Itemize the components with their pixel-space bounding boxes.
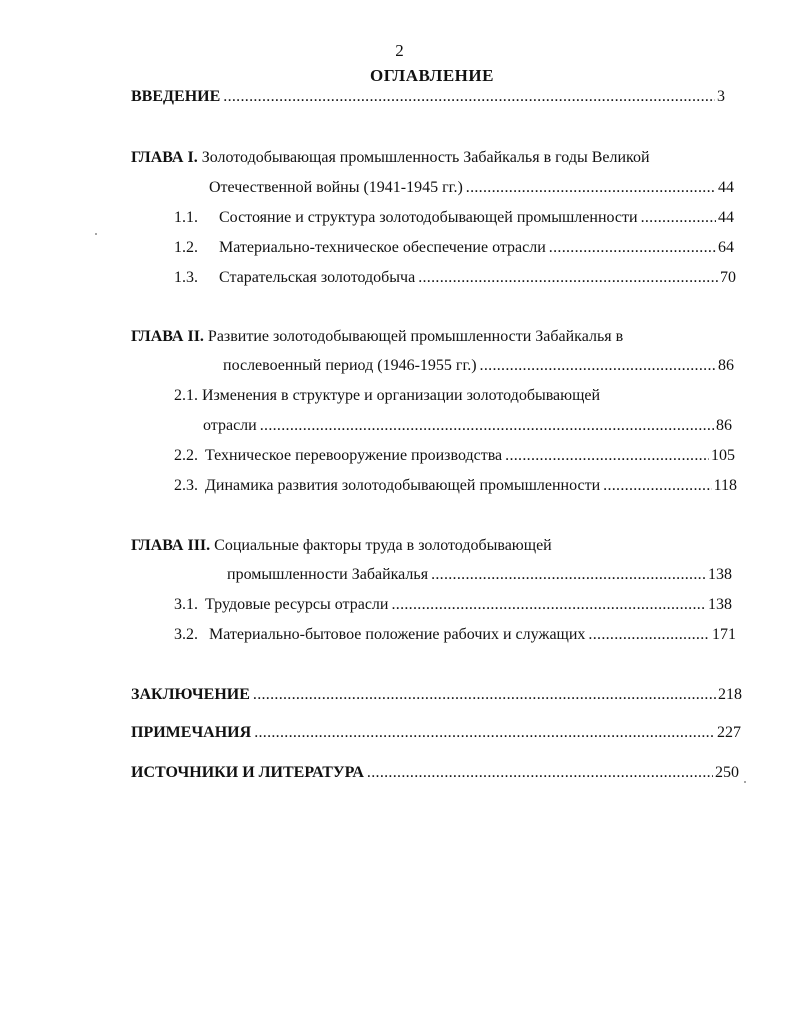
- section-number: 2.3. Динамика развития золотодобывающей промышленности: [174, 477, 601, 494]
- chapter-label: ГЛАВА I.: [131, 149, 198, 166]
- toc-title: ОГЛАВЛЕНИЕ: [370, 66, 494, 85]
- chapter-1-heading[interactable]: [131, 147, 650, 169]
- section-number: 1.1. Состояние и структура золотодобывающей промышленности: [174, 209, 638, 226]
- toc-entry-label: ВВЕДЕНИЕ: [131, 88, 221, 105]
- scan-speck: [95, 233, 97, 235]
- toc-entry-page: 250: [715, 764, 739, 781]
- toc-entry-intro[interactable]: [131, 86, 725, 108]
- chapter-title: Золотодобывающая промышленность Забайкалья в годы Великой: [201, 149, 650, 166]
- leader-dots: [418, 267, 718, 289]
- leader-dots: [254, 722, 715, 744]
- chapter-title: Социальные факторы труда в золотодобывающей: [214, 537, 552, 554]
- toc-entry-page: 86: [716, 417, 732, 434]
- toc-section-2-1-cont[interactable]: [203, 415, 732, 437]
- leader-dots: [223, 86, 715, 108]
- chapter-2-heading[interactable]: [131, 326, 623, 348]
- leader-dots: [367, 762, 713, 784]
- toc-section-3-2[interactable]: [174, 624, 736, 646]
- toc-entry-label: ИСТОЧНИКИ И ЛИТЕРАТУРА: [131, 764, 364, 781]
- chapter-label: ГЛАВА III.: [131, 537, 211, 554]
- section-title: Состояние и структура золотодобывающей промышленности: [219, 209, 638, 226]
- leader-dots: [588, 624, 710, 646]
- chapter-title-cont: промышленности Забайкалья: [227, 566, 429, 583]
- toc-entry-label: ПРИМЕЧАНИЯ: [131, 724, 252, 741]
- leader-dots: [549, 237, 716, 259]
- toc-entry-notes[interactable]: [131, 722, 741, 744]
- chapter-2-heading-cont[interactable]: [223, 355, 734, 377]
- leader-dots: [466, 177, 716, 199]
- leader-dots: [641, 207, 716, 229]
- scan-speck: [744, 781, 746, 783]
- toc-entry-label: ЗАКЛЮЧЕНИЕ: [131, 686, 250, 703]
- section-title: Изменения в структуре и организации золотодобывающей: [202, 387, 601, 404]
- toc-entry-page: 3: [717, 88, 725, 105]
- section-title: Материально-бытовое положение рабочих и служащих: [209, 626, 586, 643]
- section-title: Материально-техническое обеспечение отрасли: [219, 239, 546, 256]
- toc-entry-page: 64: [718, 239, 734, 256]
- toc-section-1-1[interactable]: [174, 207, 734, 229]
- chapter-3-heading[interactable]: [131, 535, 552, 557]
- section-number: 3.2. Материально-бытовое положение рабочих и служащих: [174, 626, 586, 643]
- toc-entry-conclusion[interactable]: [131, 684, 742, 706]
- chapter-title-cont: послевоенный период (1946-1955 гг.): [223, 357, 477, 374]
- toc-entry-page: 105: [711, 447, 735, 464]
- section-number: 2.2. Техническое перевооружение производства: [174, 447, 503, 464]
- toc-section-2-3[interactable]: [174, 475, 737, 497]
- section-number: 1.2. Материально-техническое обеспечение отрасли: [174, 239, 546, 256]
- section-title: Старательская золотодобыча: [219, 269, 416, 286]
- section-title: Техническое перевооружение производства: [205, 447, 503, 464]
- section-number: 1.3. Старательская золотодобыча: [174, 269, 416, 286]
- toc-entry-page: 118: [713, 477, 737, 494]
- toc-entry-page: 44: [718, 179, 734, 196]
- chapter-1-heading-cont[interactable]: [209, 177, 734, 199]
- chapter-label: ГЛАВА II.: [131, 328, 204, 345]
- leader-dots: [480, 355, 716, 377]
- toc-entry-page: 218: [718, 686, 742, 703]
- toc-entry-sources[interactable]: [131, 762, 739, 784]
- leader-dots: [253, 684, 716, 706]
- chapter-3-heading-cont[interactable]: [227, 564, 732, 586]
- section-number: 2.1.: [174, 387, 198, 404]
- page-number: 2: [395, 41, 404, 60]
- section-title-cont: отрасли: [203, 417, 257, 434]
- chapter-title: Развитие золотодобывающей промышленности Забайкалья в: [207, 328, 624, 345]
- leader-dots: [391, 594, 706, 616]
- chapter-title-cont: Отечественной войны (1941-1945 гг.): [209, 179, 463, 196]
- toc-entry-page: 86: [718, 357, 734, 374]
- toc-section-1-2[interactable]: [174, 237, 734, 259]
- section-number: 3.1. Трудовые ресурсы отрасли: [174, 596, 389, 613]
- toc-section-1-3[interactable]: [174, 267, 736, 289]
- section-title: Динамика развития золотодобывающей промышленности: [205, 477, 601, 494]
- toc-entry-page: 44: [718, 209, 734, 226]
- toc-entry-page: 227: [717, 724, 741, 741]
- toc-section-2-2[interactable]: [174, 445, 735, 467]
- leader-dots: [431, 564, 706, 586]
- leader-dots: [603, 475, 711, 497]
- toc-entry-page: 138: [708, 596, 732, 613]
- leader-dots: [505, 445, 709, 467]
- toc-section-2-1[interactable]: [174, 385, 600, 407]
- toc-entry-page: 171: [712, 626, 736, 643]
- toc-section-3-1[interactable]: [174, 594, 732, 616]
- toc-entry-page: 138: [708, 566, 732, 583]
- leader-dots: [260, 415, 714, 437]
- toc-entry-page: 70: [720, 269, 736, 286]
- section-title: Трудовые ресурсы отрасли: [205, 596, 389, 613]
